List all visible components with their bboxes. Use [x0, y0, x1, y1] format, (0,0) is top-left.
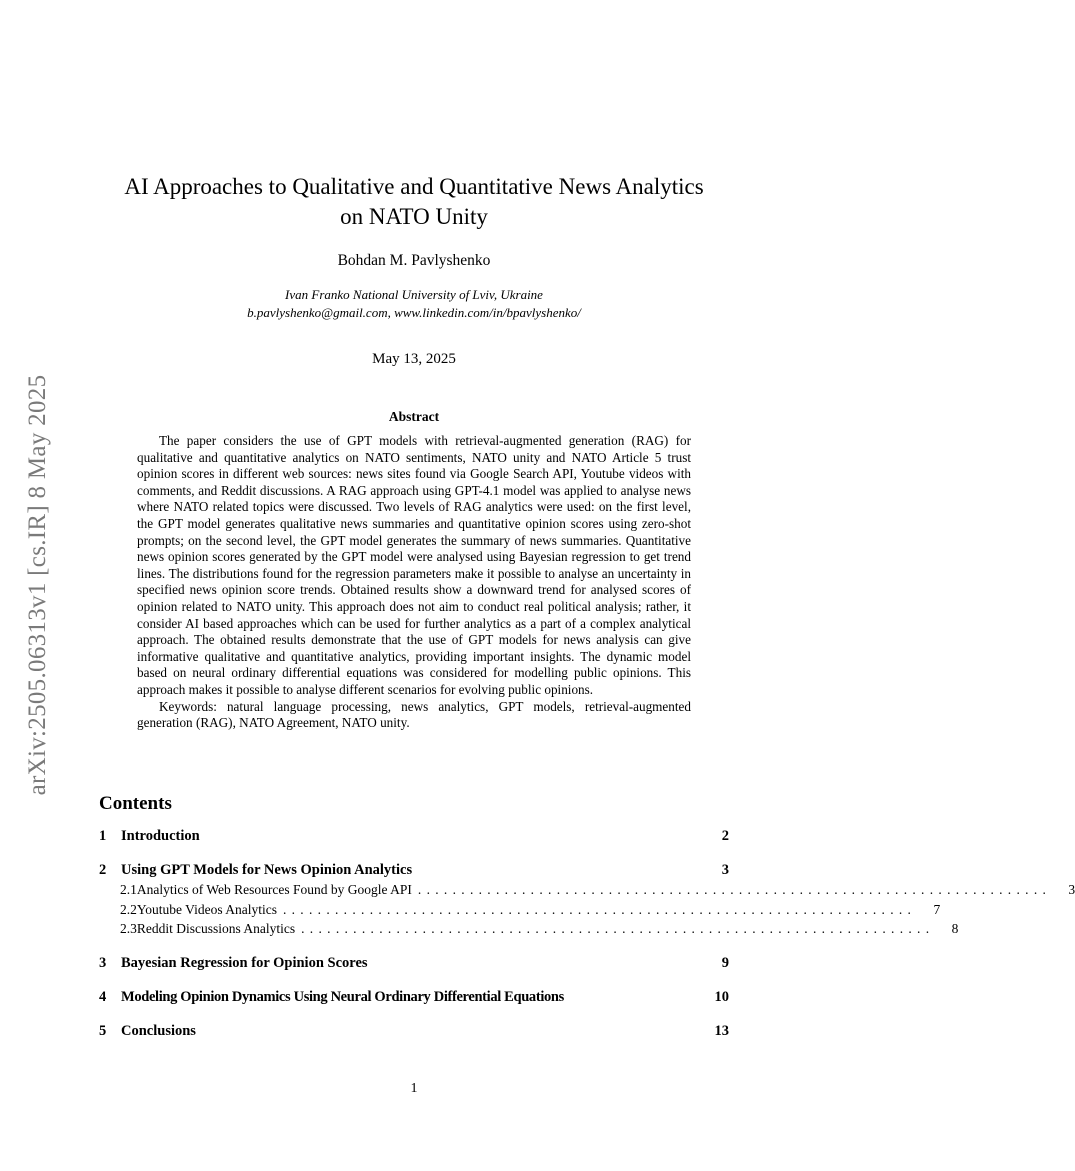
arxiv-stamp: arXiv:2505.06313v1 [cs.IR] 8 May 2025	[24, 374, 51, 796]
toc-number: 2.1	[120, 882, 137, 897]
toc-page: 3	[1068, 882, 1075, 897]
toc-entry-bayesian[interactable]	[99, 955, 729, 975]
toc-entry-conclusions[interactable]	[99, 1023, 729, 1043]
toc-title: Conclusions	[121, 1022, 196, 1039]
toc-number: 3	[99, 954, 107, 971]
affiliation-block	[90, 286, 738, 322]
abstract-keywords: Keywords: natural language processing, news analytics, GPT models, retrieval-augmented generation (RAG), NATO Agreement, NATO unity.	[137, 698, 691, 731]
toc-title: Introduction	[121, 828, 200, 844]
toc-entry-neural-ode[interactable]	[99, 989, 729, 1009]
abstract-text: The paper considers the use of GPT models with retrieval-augmented generation (RAG) for qualitative and quantitative analytics on NATO sentiments, NATO unity and NATO Article 5 trust opinion scores in different web sources: news sites found via Google Search API, Youtube videos with comments, and Reddit discussions. A RAG approach using GPT-4.1 model was applied to analyse news where NATO related topics were discussed. Two levels of RAG analytics were used: on the first level, the GPT model generates qualitative news summaries and quantitative opinion scores using zero-shot prompts; on the second level, the GPT model generates the summary of news summaries. Quantitative news opinion scores generated by the GPT model were analysed using Bayesian regression to get trend lines. The distributions found for the regression parameters make it possible to analyse an uncertainty in specified news opinion score trends. Obtained results show a downward trend for analysed scores of opinion related to NATO unity. This approach does not aim to conduct real political analysis; rather, it consider AI based approaches which can be used for further analytics as a part of a complex analytical approach. The obtained results demonstrate that the use of GPT models for news analysis can give informative qualitative and quantitative analytics, providing important insights. The dynamic model based on neural ordinary differential equations was considered for modelling public opinions. This approach makes it possible to analyse different scenarios for evolving public opinions.	[137, 433, 691, 697]
table-of-contents	[99, 828, 1075, 1043]
toc-title: Analytics of Web Resources Found by Google API	[136, 882, 412, 897]
contents-heading: Contents	[99, 793, 172, 814]
paper-date: May 13, 2025	[372, 351, 456, 367]
toc-title: Modeling Opinion Dynamics Using Neural Ordinary Differential Equations	[121, 988, 564, 1005]
toc-number: 5	[99, 1022, 107, 1039]
toc-entry-gpt-models[interactable]	[99, 862, 729, 882]
toc-page: 3	[721, 862, 729, 878]
toc-entry-youtube[interactable]	[99, 901, 941, 922]
toc-title: Using GPT Models for News Opinion Analytics	[121, 862, 413, 878]
toc-title: Reddit Discussions Analytics	[136, 921, 296, 936]
toc-title: Youtube Videos Analytics	[136, 901, 277, 917]
toc-page: 2	[721, 828, 729, 844]
toc-number: 2.3	[120, 921, 137, 936]
toc-page: 8	[951, 921, 959, 936]
toc-entry-reddit[interactable]	[99, 921, 959, 941]
affiliation: Ivan Franko National University of Lviv, Ukraine	[285, 287, 543, 302]
toc-entry-introduction[interactable]	[99, 828, 729, 848]
toc-number: 4	[99, 988, 107, 1005]
toc-title: Bayesian Regression for Opinion Scores	[121, 954, 368, 971]
toc-number: 1	[99, 828, 107, 844]
title-line-2: on NATO Unity	[340, 204, 488, 229]
title-line-1: AI Approaches to Qualitative and Quantitative News Analytics	[124, 174, 704, 199]
toc-number: 2	[99, 862, 107, 878]
toc-page: 13	[714, 1022, 729, 1039]
toc-dot-leader: .........................................................................	[301, 921, 935, 936]
author-name: Bohdan M. Pavlyshenko	[337, 252, 491, 269]
toc-entry-google-api[interactable]	[99, 882, 1075, 902]
abstract-body	[137, 433, 691, 732]
toc-dot-leader: .........................................................................	[417, 882, 1052, 897]
contact-info: b.pavlyshenko@gmail.com, www.linkedin.com/in/bpavlyshenko/	[247, 305, 581, 320]
toc-page: 9	[721, 954, 729, 971]
toc-dot-leader: .........................................................................	[282, 901, 917, 917]
toc-page: 7	[933, 901, 941, 917]
page-number: 1	[410, 1081, 418, 1096]
toc-page: 10	[714, 988, 729, 1005]
abstract-heading: Abstract	[388, 409, 440, 424]
toc-number: 2.2	[120, 901, 137, 917]
paper-title	[90, 172, 738, 232]
